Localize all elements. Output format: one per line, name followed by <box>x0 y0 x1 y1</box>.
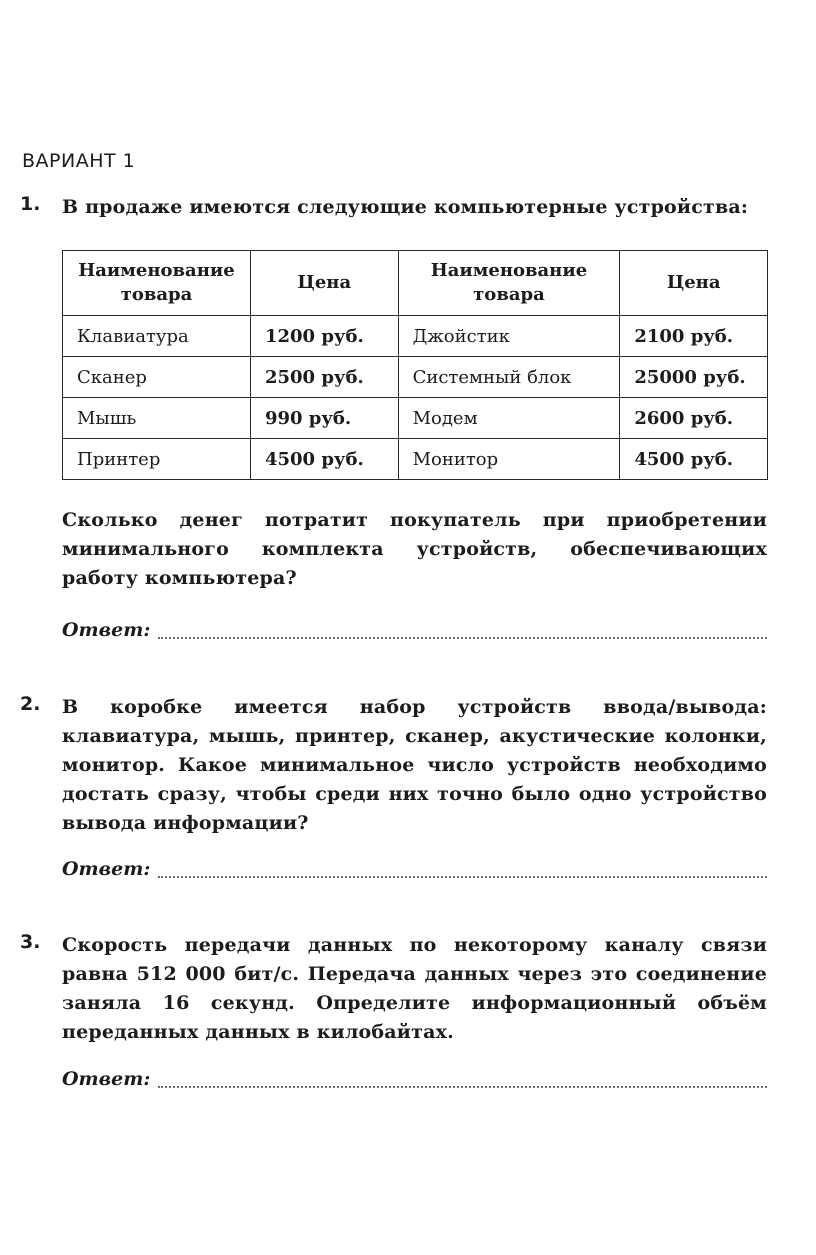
question-1-text: В продаже имеются следующие компьютерные устройства: <box>62 196 749 218</box>
table-cell: Системный блок <box>398 357 620 398</box>
answer-label: Ответ: <box>62 619 151 641</box>
table-row <box>63 398 768 439</box>
answer-dotted-line[interactable] <box>158 1086 767 1088</box>
question-1-number: 1. <box>20 193 41 215</box>
table-cell: Модем <box>398 398 620 439</box>
table-cell: Сканер <box>63 357 251 398</box>
table-cell: Клавиатура <box>63 316 251 357</box>
answer-line-1[interactable] <box>62 619 767 641</box>
table-cell: Принтер <box>63 439 251 480</box>
header-name-2: Наименование товара <box>398 251 620 316</box>
table-cell: 990 руб. <box>250 398 398 439</box>
question-3-text: Скорость передачи данных по некоторому каналу связи равна 512 000 бит/с. Передача данных через это соединение заняла 16 секунд. Определите информационный объём переданных данных в килобайтах. <box>62 934 767 1043</box>
devices-price-table <box>62 250 768 480</box>
answer-label: Ответ: <box>62 858 151 880</box>
table-cell: 2600 руб. <box>620 398 768 439</box>
answer-label: Ответ: <box>62 1068 151 1090</box>
question-1-followup-text: Сколько денег потратит покупатель при приобретении минимального комплекта устройств, обеспечивающих работу компьютера? <box>62 509 767 589</box>
question-2-text <box>62 693 767 838</box>
answer-dotted-line[interactable] <box>158 876 767 878</box>
table-header-row <box>63 251 768 316</box>
table-cell: 4500 руб. <box>250 439 398 480</box>
answer-line-3[interactable] <box>62 1068 767 1090</box>
table-cell: Мышь <box>63 398 251 439</box>
question-2-text-after: устройство вывода информации? <box>62 783 767 834</box>
table-cell: Джойстик <box>398 316 620 357</box>
question-3-number: 3. <box>20 931 41 953</box>
header-price-2: Цена <box>620 251 768 316</box>
table-cell: 2500 руб. <box>250 357 398 398</box>
table-cell: 4500 руб. <box>620 439 768 480</box>
table-cell: 1200 руб. <box>250 316 398 357</box>
table-row <box>63 316 768 357</box>
question-2-number: 2. <box>20 693 41 715</box>
table-cell: 25000 руб. <box>620 357 768 398</box>
header-name-1: Наименование товара <box>63 251 251 316</box>
table-row <box>63 357 768 398</box>
question-2-emphasis: одно <box>578 783 632 805</box>
answer-dotted-line[interactable] <box>158 637 767 639</box>
header-price-1: Цена <box>250 251 398 316</box>
table-cell: 2100 руб. <box>620 316 768 357</box>
variant-title: ВАРИАНТ 1 <box>22 150 136 172</box>
question-2-text-before: В коробке имеется набор устройств ввода/вывода: клавиатура, мышь, принтер, сканер, акустические колонки, монитор. Какое минимальное число устройств необходимо достать сразу, чтобы среди них точно было <box>62 696 767 805</box>
table-cell: Монитор <box>398 439 620 480</box>
table-row <box>63 439 768 480</box>
answer-line-2[interactable] <box>62 858 767 880</box>
